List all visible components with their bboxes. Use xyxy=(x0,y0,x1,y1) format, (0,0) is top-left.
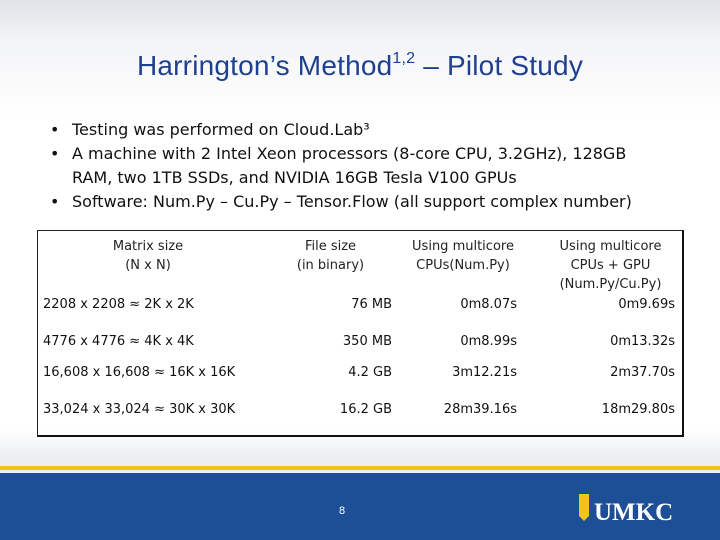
cell-matrix-size: 16,608 x 16,608 ≈ 16K x 16K xyxy=(43,365,236,380)
cell-cpu-time: 3m12.21s xyxy=(452,365,517,380)
cell-matrix-size: 33,024 x 33,024 ≈ 30K x 30K xyxy=(43,402,236,417)
bullet-text: Software: Num.Py – Cu.Py – Tensor.Flow (all support complex number) xyxy=(72,192,632,211)
bullet-dot-icon: • xyxy=(50,120,60,139)
umkc-logo xyxy=(575,490,674,528)
header-cpu-gpu xyxy=(538,237,683,294)
cell-cpu-time: 0m8.07s xyxy=(460,297,517,312)
title-main: Harrington’s Method xyxy=(136,50,393,81)
bullet-dot-icon: • xyxy=(50,144,60,163)
header-line: CPUs(Num.Py) xyxy=(416,258,510,273)
bullet-item xyxy=(50,190,670,214)
cell-gpu-time: 18m29.80s xyxy=(601,402,675,417)
cell-file-size: 76 MB xyxy=(351,297,392,312)
results-table xyxy=(37,230,684,437)
header-line: Using multicore xyxy=(412,239,514,254)
bullet-item xyxy=(50,142,670,190)
cell-matrix-size: 4776 x 4776 ≈ 4K x 4K xyxy=(43,334,194,349)
header-line: CPUs + GPU xyxy=(570,258,651,273)
bullet-item xyxy=(50,118,670,142)
bullet-text: A machine with 2 Intel Xeon processors (8-core CPU, 3.2GHz), 128GB RAM, two 1TB SSDs, and NVIDIA 16GB Tesla V100 GPUs xyxy=(72,144,627,187)
header-line: (N x N) xyxy=(125,258,171,273)
cell-file-size: 4.2 GB xyxy=(348,365,392,380)
bullet-list xyxy=(50,118,670,214)
cell-gpu-time: 0m9.69s xyxy=(618,297,675,312)
cell-file-size: 16.2 GB xyxy=(339,402,392,417)
bullet-text: Testing was performed on Cloud.Lab³ xyxy=(72,120,370,139)
cell-gpu-time: 0m13.32s xyxy=(610,334,675,349)
slide-title xyxy=(0,50,720,82)
logo-text: UMKC xyxy=(594,499,674,526)
header-file-size xyxy=(258,237,403,275)
header-line: (in binary) xyxy=(296,258,365,273)
gold-divider xyxy=(0,466,720,470)
cell-file-size: 350 MB xyxy=(342,334,392,349)
header-cpu-numpy xyxy=(393,237,533,275)
title-rest: – Pilot Study xyxy=(415,50,584,81)
cell-matrix-size: 2208 x 2208 ≈ 2K x 2K xyxy=(43,297,194,312)
header-line: (Num.Py/Cu.Py) xyxy=(559,277,662,292)
cell-cpu-time: 28m39.16s xyxy=(443,402,517,417)
logo-shield-icon xyxy=(579,494,589,521)
header-line: Matrix size xyxy=(112,239,184,254)
bullet-dot-icon: • xyxy=(50,192,60,211)
cell-gpu-time: 2m37.70s xyxy=(610,365,675,380)
title-superscript: 1,2 xyxy=(392,49,416,67)
header-matrix-size xyxy=(73,237,223,275)
page-number: 8 xyxy=(338,505,346,517)
header-line: Using multicore xyxy=(559,239,662,254)
header-line: File size xyxy=(304,239,357,254)
cell-cpu-time: 0m8.99s xyxy=(460,334,517,349)
